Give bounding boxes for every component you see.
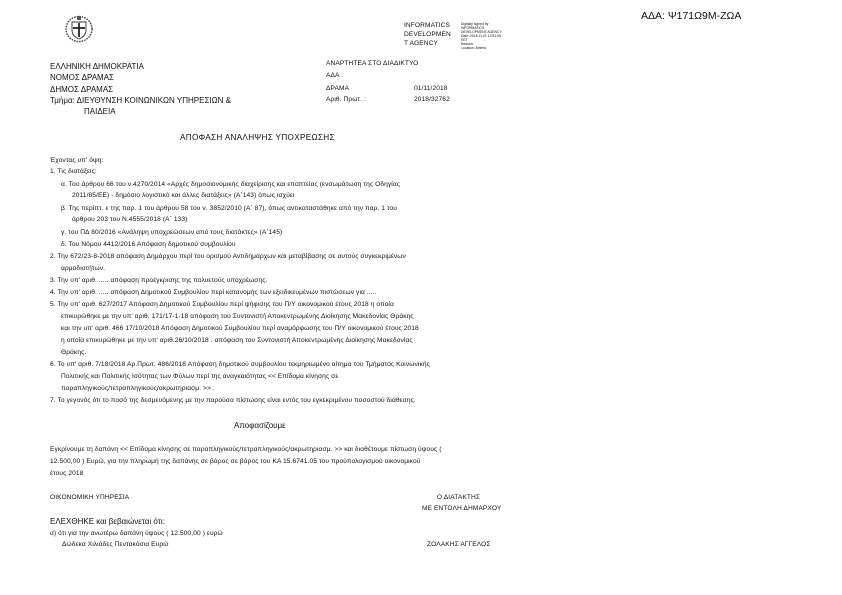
issuer-line: ΝΟΜΟΣ ΔΡΑΜΑΣ: [50, 73, 114, 83]
body-line: 4. Την υπ' αριθ. ..... απόφαση Δημοτικού Συμβουλίου περί κατανομής των εξειδικευμένων πιστώσεων για .....: [50, 289, 377, 296]
body-line: και την υπ' αριθ. 466 17/10/2018 Απόφαση Δημοτικού Συμβουλίου περί αναμόρφωσης του Π/Υ οικονομικού έτους 2018: [61, 325, 419, 332]
stamp-title-line: T AGENCY: [404, 40, 439, 47]
ada-header: ΑΔΑ: Ψ171Ω9Μ-ΖΩΑ: [641, 10, 742, 22]
document-title: ΑΠΟΦΑΣΗ ΑΝΑΛΗΨΗΣ ΥΠΟΧΡΕΩΣΗΣ: [180, 133, 335, 142]
ada-label: ΑΔΑ :: [326, 72, 344, 79]
stamp-detail-line: Digitally signed by: [461, 22, 489, 26]
body-line: 6. Το υπ' αριθ. 7/18/2018 Αρ.Πρωτ. 486/2018 Απόφαση δημοτικού συμβουλίου τεκμηριωμένο αίτημα του Τμήματος Κοινωνικής: [50, 361, 430, 368]
stamp-detail-line: INFORMATICS: [461, 26, 485, 30]
body-line: δ. Του Νόμου 4412/2016 Απόφαση δημοτικού συμβουλίου: [61, 241, 236, 248]
date-value: 01/11/2018: [414, 85, 448, 92]
signer-title: Ο ΔΙΑΤΑΚΤΗΣ: [437, 494, 481, 501]
issuer-block: [50, 61, 231, 117]
approval-line: Εγκρίνουμε τη δαπάνη << Επίδομα κίνησης σε παραπληγικούς/τετραπληγικούς/ακρωτηριασμ. >> και διαθέτουμε πίστωση ύψους (: [50, 446, 442, 453]
protocol-value: 2018/32762: [414, 96, 450, 103]
body-line: η οποία επικυρώθηκε με την υπ' αριθ.26/10/2018 . απόφαση του Συντονιστή Αποκεντρωμένης Διοίκησης Μακεδονίας: [61, 337, 413, 344]
body-line: 5. Την υπ' αριθ. 627/2017 Απόφαση Δημοτικού Συμβουλίου περί ψήφισης του Π/Υ οικονομικού έτους 2018 η οποία: [50, 301, 394, 308]
issuer-line: ΔΗΜΟΣ ΔΡΑΜΑΣ: [50, 84, 114, 94]
checked-statement: ΕΛΕΧΘΗΚΕ και βεβαιώνεται ότι:: [50, 517, 165, 526]
body-line: αρμοδιοτήτων.: [61, 265, 106, 272]
body-line: 3. Την υπ' αριθ. ..... απόφαση προέγκρισης της πολυετούς υποχρέωσης.: [50, 277, 268, 284]
issuer-line: Τμήμα: ΔΙΕΥΘΥΝΣΗ ΚΟΙΝΩΝΙΚΩΝ ΥΠΗΡΕΣΙΩΝ &: [50, 95, 231, 105]
issuer-line: ΕΛΛΗΝΙΚΗ ΔΗΜΟΚΡΑΤΙΑ: [50, 62, 144, 71]
body-line: γ. του ΠΔ 80/2016 «Ανάληψη υποχρεώσεων από τους διατάκτες» (Α΄145): [61, 229, 283, 236]
body-line: 1. Τις διατάξεις:: [50, 168, 97, 175]
stamp-title-line: DEVELOPMEN: [404, 31, 451, 38]
stamp-detail-line: Location: Athens: [461, 46, 487, 50]
place-label: ΔΡΑΜΑ: [326, 85, 350, 92]
stamp-title-line: INFORMATICS: [404, 22, 451, 29]
protocol-label: Αριθ. Πρωτ. :: [326, 96, 366, 103]
body-line: 2. Την 672/23-8-2018 απόφαση Δημάρχου περί του ορισμού Αντιδημάρχων και μεταβίβασης σε αυτούς συγκεκριμένων: [50, 253, 406, 260]
body-line: 7. Το γεγονός ότι το ποσό της δεσμευόμενης με την παρούσα πίστωσης είναι εντός του εγκεκριμένου ποσοστού διάθεσης.: [50, 397, 416, 404]
body-line: 2011/85/ΕΕ) - δημόσιο λογιστικό και άλλες διατάξεις» (Α΄143) όπως ισχύει: [72, 192, 295, 199]
body-line: άρθρου 203 του Ν.4555/2018 (Α΄ 133): [72, 216, 188, 223]
stamp-detail-line: Date: 2018.11.01 12:51:05: [461, 34, 501, 38]
body-line: Πολιτικής και Πολιτικής Ισότητας των Φύλων περί της αναγκαιότητας << Επίδομα κίνησης σε: [61, 373, 339, 380]
signer-subtitle: ΜΕ ΕΝΤΟΛΗ ΔΗΜΑΡΧΟΥ: [422, 505, 502, 512]
decision-heading: Αποφασίζουμε: [234, 421, 286, 430]
posted-label: ΑΝΑΡΤΗΤΕΑ ΣΤΟ ΔΙΑΔΙΚΤΥΟ: [326, 60, 419, 67]
greek-republic-emblem-icon: [64, 13, 94, 43]
financial-service-label: ΟΙΚΟΝΟΜΙΚΗ ΥΠΗΡΕΣΙΑ: [50, 494, 130, 501]
approval-line: 12.500,00 ) Ευρώ, για την πληρωμή της δαπάνης σε βάρος σε βάρος του ΚΑ 15.6741.05 του προϋπολογισμού οικονομικού: [50, 458, 421, 465]
amount-statement: α) ότι για την ανωτέρω δαπάνη ύψους ( 12.500,00 ) ευρώ: [50, 530, 223, 537]
intro-text: Έχοντας υπ' όψη:: [50, 157, 104, 164]
body-line: επικυρώθηκε με την υπ' αριθ. 171/17-1-18 απόφαση του Συντονιστή Αποκεντρωμένης Διοίκησης Μακεδονίας Θράκης: [61, 313, 414, 320]
signature-stamp: [404, 21, 451, 48]
issuer-line: ΠΑΙΔΕΙΑ: [84, 107, 116, 117]
signer-name: ΖΟΛΑΚΗΣ ΑΓΓΕΛΟΣ: [427, 541, 491, 548]
stamp-detail-line: DEVELOPMENT AGENCY: [461, 30, 502, 34]
body-line: παραπληγικούς/τετραπληγικούς/ακρωτηριασμ. >> .: [61, 385, 215, 392]
approval-line: έτους 2018: [50, 470, 84, 477]
body-line: α. Του άρθρου 66 του ν.4270/2014 «Αρχές δημοσιονομικής διαχείρισης και εποπτείας (ενσωμάτωση της Οδηγίας: [61, 181, 401, 188]
body-line: Θράκης.: [61, 349, 87, 356]
amount-in-words: Δώδεκα Χιλιάδες Πεντακόσια Ευρώ: [62, 541, 169, 548]
stamp-detail-line: Reason:: [461, 42, 474, 46]
body-line: β. Της περίπτ. ε της παρ. 1 του άρθρου 58 του ν. 3852/2010 (Α΄ 87), όπως αντικαταστάθηκε από την παρ. 1 του: [61, 205, 398, 212]
stamp-detail-line: EET: [461, 38, 468, 42]
stamp-details: [461, 22, 502, 50]
